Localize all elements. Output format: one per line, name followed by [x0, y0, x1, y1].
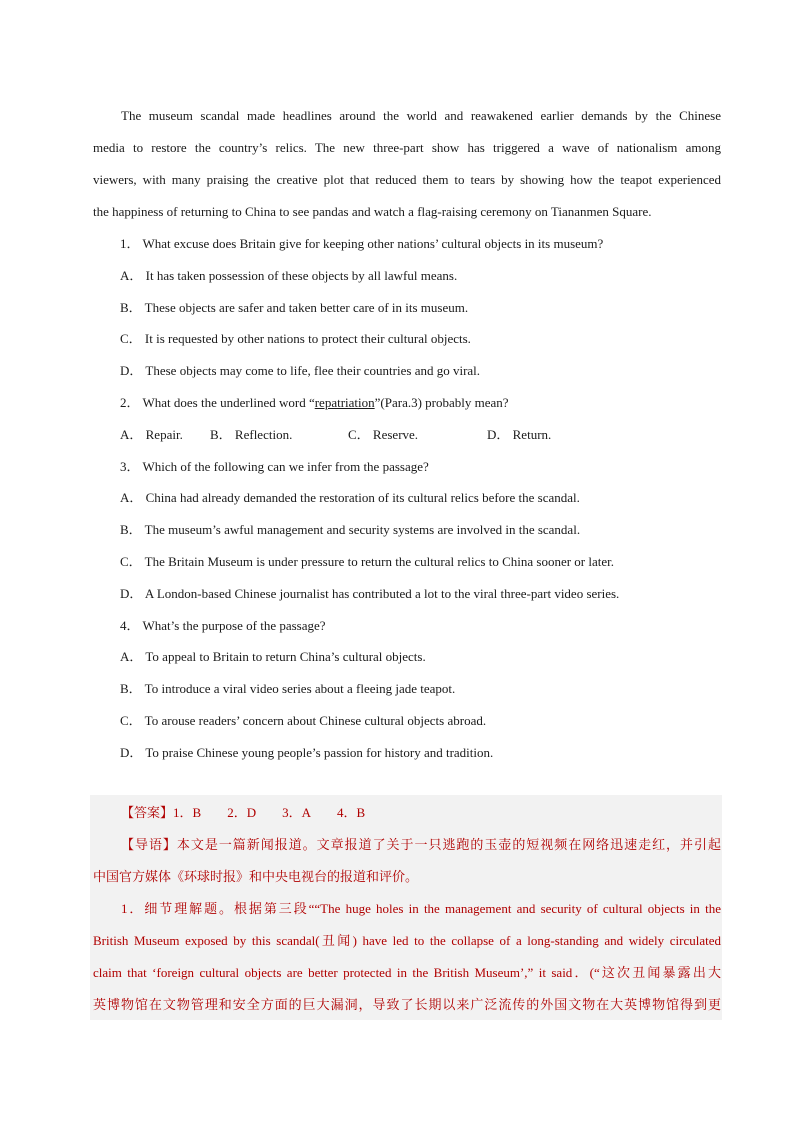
guide-line: [93, 829, 721, 861]
answer-item: 1．B: [173, 805, 202, 820]
question-2-options: [120, 419, 619, 451]
question-1-option-d: D． These objects may come to life, flee their countries and go viral.: [120, 363, 481, 379]
passage-paragraph: [93, 100, 721, 228]
question-1-stem: 1． What excuse does Britain give for keeping other nations’ cultural objects in its museum?: [120, 236, 604, 251]
question-1-option-a: A． It has taken possession of these objects by all lawful means.: [120, 267, 458, 283]
guide-label: 【导语】: [121, 837, 177, 852]
question-4-stem: 4． What’s the purpose of the passage?: [120, 617, 326, 633]
question-2-stem: [120, 387, 619, 419]
question-2-option-b: B． Reflection.: [210, 426, 293, 442]
answer-key-row: [93, 797, 721, 829]
question-2-stem-post: ”(Para.3) probably mean?: [374, 394, 509, 410]
question-4-option-b: B． To introduce a viral video series about a fleeing jade teapot.: [120, 681, 456, 697]
question-2-option-a: A． Repair.: [120, 426, 183, 442]
answer-label: 【答案】: [121, 805, 174, 820]
explanation-line: claim that ‘foreign cultural objects are better protected in the British Museum’,” it said．(“这次丑闻暴露出大: [93, 965, 721, 980]
passage-line: The museum scandal made headlines around the world and reawakened earlier demands by the Chinese: [121, 108, 721, 123]
question-3-stem: 3． Which of the following can we infer from the passage?: [120, 458, 429, 474]
question-3-option-c: C． The Britain Museum is under pressure to return the cultural relics to China sooner or later.: [120, 553, 615, 569]
question-2-option-d: D． Return.: [487, 426, 552, 442]
passage-line: media to restore the country’s relics. The new three-part show has triggered a wave of nationalism among: [93, 140, 721, 155]
answer-explanation-box: [90, 795, 722, 1020]
question-2-stem-pre: 2． What does the underlined word “: [120, 394, 315, 410]
passage-line: the happiness of returning to China to see pandas and watch a flag-raising ceremony on Tiananmen Square.: [93, 204, 652, 219]
question-3-option-a: A． China had already demanded the restoration of its cultural relics before the scandal.: [120, 490, 580, 506]
question-1-option-c: C． It is requested by other nations to protect their cultural objects.: [120, 331, 471, 347]
question-1-option-b: B． These objects are safer and taken better care of in its museum.: [120, 299, 469, 315]
underlined-word: repatriation: [314, 394, 375, 410]
explanation-line: 英博物馆在文物管理和安全方面的巨大漏洞，导致了长期以来广泛流传的外国文物在大英博物馆得到更: [93, 997, 721, 1012]
answer-item: 3．A: [282, 805, 311, 820]
passage-line: viewers, with many praising the creative plot that reduced them to tears by showing how the teapot experienced: [93, 172, 721, 187]
question-3-option-b: B． The museum’s awful management and security systems are involved in the scandal.: [120, 522, 581, 538]
explanation-line: British Museum exposed by this scandal(丑闻) have led to the collapse of a long-standing and widely circulated: [93, 933, 721, 948]
question-4-option-c: C． To arouse readers’ concern about Chinese cultural objects abroad.: [120, 712, 487, 728]
question-4-option-d: D． To praise Chinese young people’s passion for history and tradition.: [120, 744, 494, 760]
question-3-option-d: D． A London-based Chinese journalist has contributed a lot to the viral three-part video series.: [120, 585, 620, 601]
questions-section: [120, 228, 619, 769]
answer-item: 4．B: [336, 805, 366, 820]
explanation-line: 1．细节理解题。根据第三段““The huge holes in the management and security of cultural objects in the: [121, 901, 721, 916]
guide-line: 中国官方媒体《环球时报》和中央电视台的报道和评价。: [93, 869, 419, 884]
question-4-option-a: A． To appeal to Britain to return China’s cultural objects.: [120, 649, 426, 665]
guide-text: 本文是一篇新闻报道。文章报道了关于一只逃跑的玉壶的短视频在网络迅速走红，并引起: [176, 837, 721, 852]
question-2-option-c: C． Reserve.: [348, 426, 419, 442]
answer-item: 2．D: [227, 805, 257, 820]
